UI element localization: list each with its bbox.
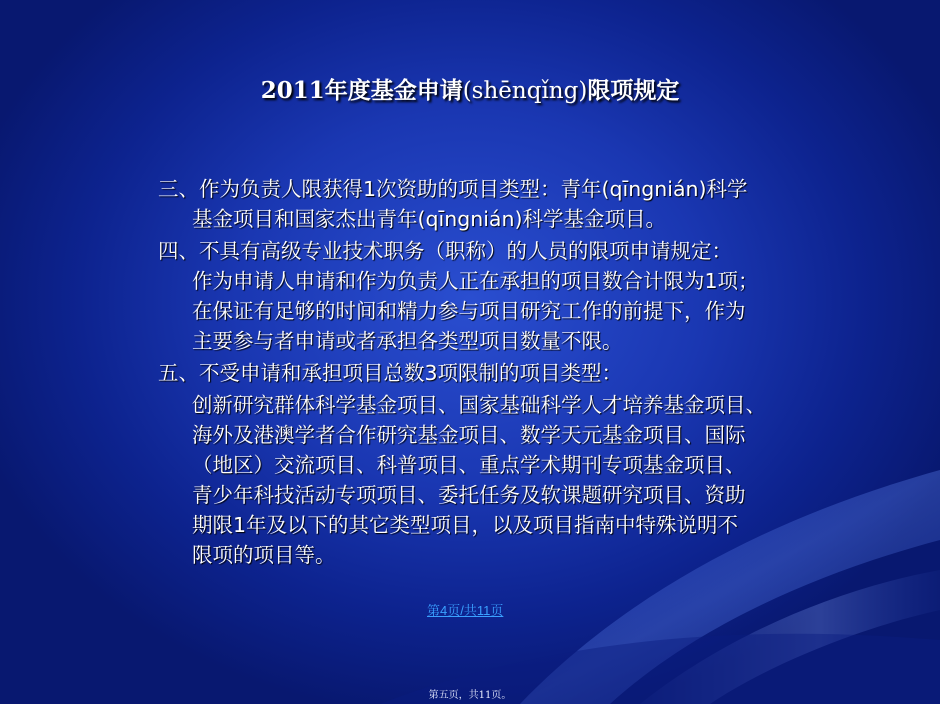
content-line: 五、不受申请和承担项目总数3项限制的项目类型：	[158, 361, 623, 385]
title-pinyin: (shēnqǐng)	[462, 78, 588, 104]
slide-title	[0, 72, 940, 105]
content-line: 作为申请人申请和作为负责人正在承担的项目数合计限为1项；	[192, 269, 759, 293]
title-main-prefix: 2011年度基金申请	[260, 77, 463, 104]
content-line: 三、作为负责人限获得1次资助的项目类型：青年(qīngnián)科学	[158, 177, 748, 201]
content-line: （地区）交流项目、科普项目、重点学术期刊专项基金项目、	[192, 453, 746, 477]
page-number-link[interactable]: 第4页/共11页	[427, 603, 504, 618]
content-line: 基金项目和国家杰出青年(qīngnián)科学基金项目。	[192, 207, 666, 231]
content-line: 在保证有足够的时间和精力参与项目研究工作的前提下，作为	[192, 299, 746, 323]
content-line: 期限1年及以下的其它类型项目，以及项目指南中特殊说明不	[192, 513, 739, 537]
title-main-suffix: 限项规定	[587, 77, 680, 104]
content-line: 四、不具有高级专业技术职务（职称）的人员的限项申请规定：	[158, 239, 732, 263]
content-body	[158, 174, 848, 570]
content-line: 主要参与者申请或者承担各类型项目数量不限。	[192, 329, 623, 353]
content-line: 青少年科技活动专项项目、委托任务及软课题研究项目、资助	[192, 483, 746, 507]
content-line: 创新研究群体科学基金项目、国家基础科学人才培养基金项目、	[192, 393, 766, 417]
content-line: 限项的项目等。	[192, 543, 336, 567]
footer-page-note: 第五页，共11页。	[428, 690, 512, 701]
content-line: 海外及港澳学者合作研究基金项目、数学天元基金项目、国际	[192, 423, 746, 447]
